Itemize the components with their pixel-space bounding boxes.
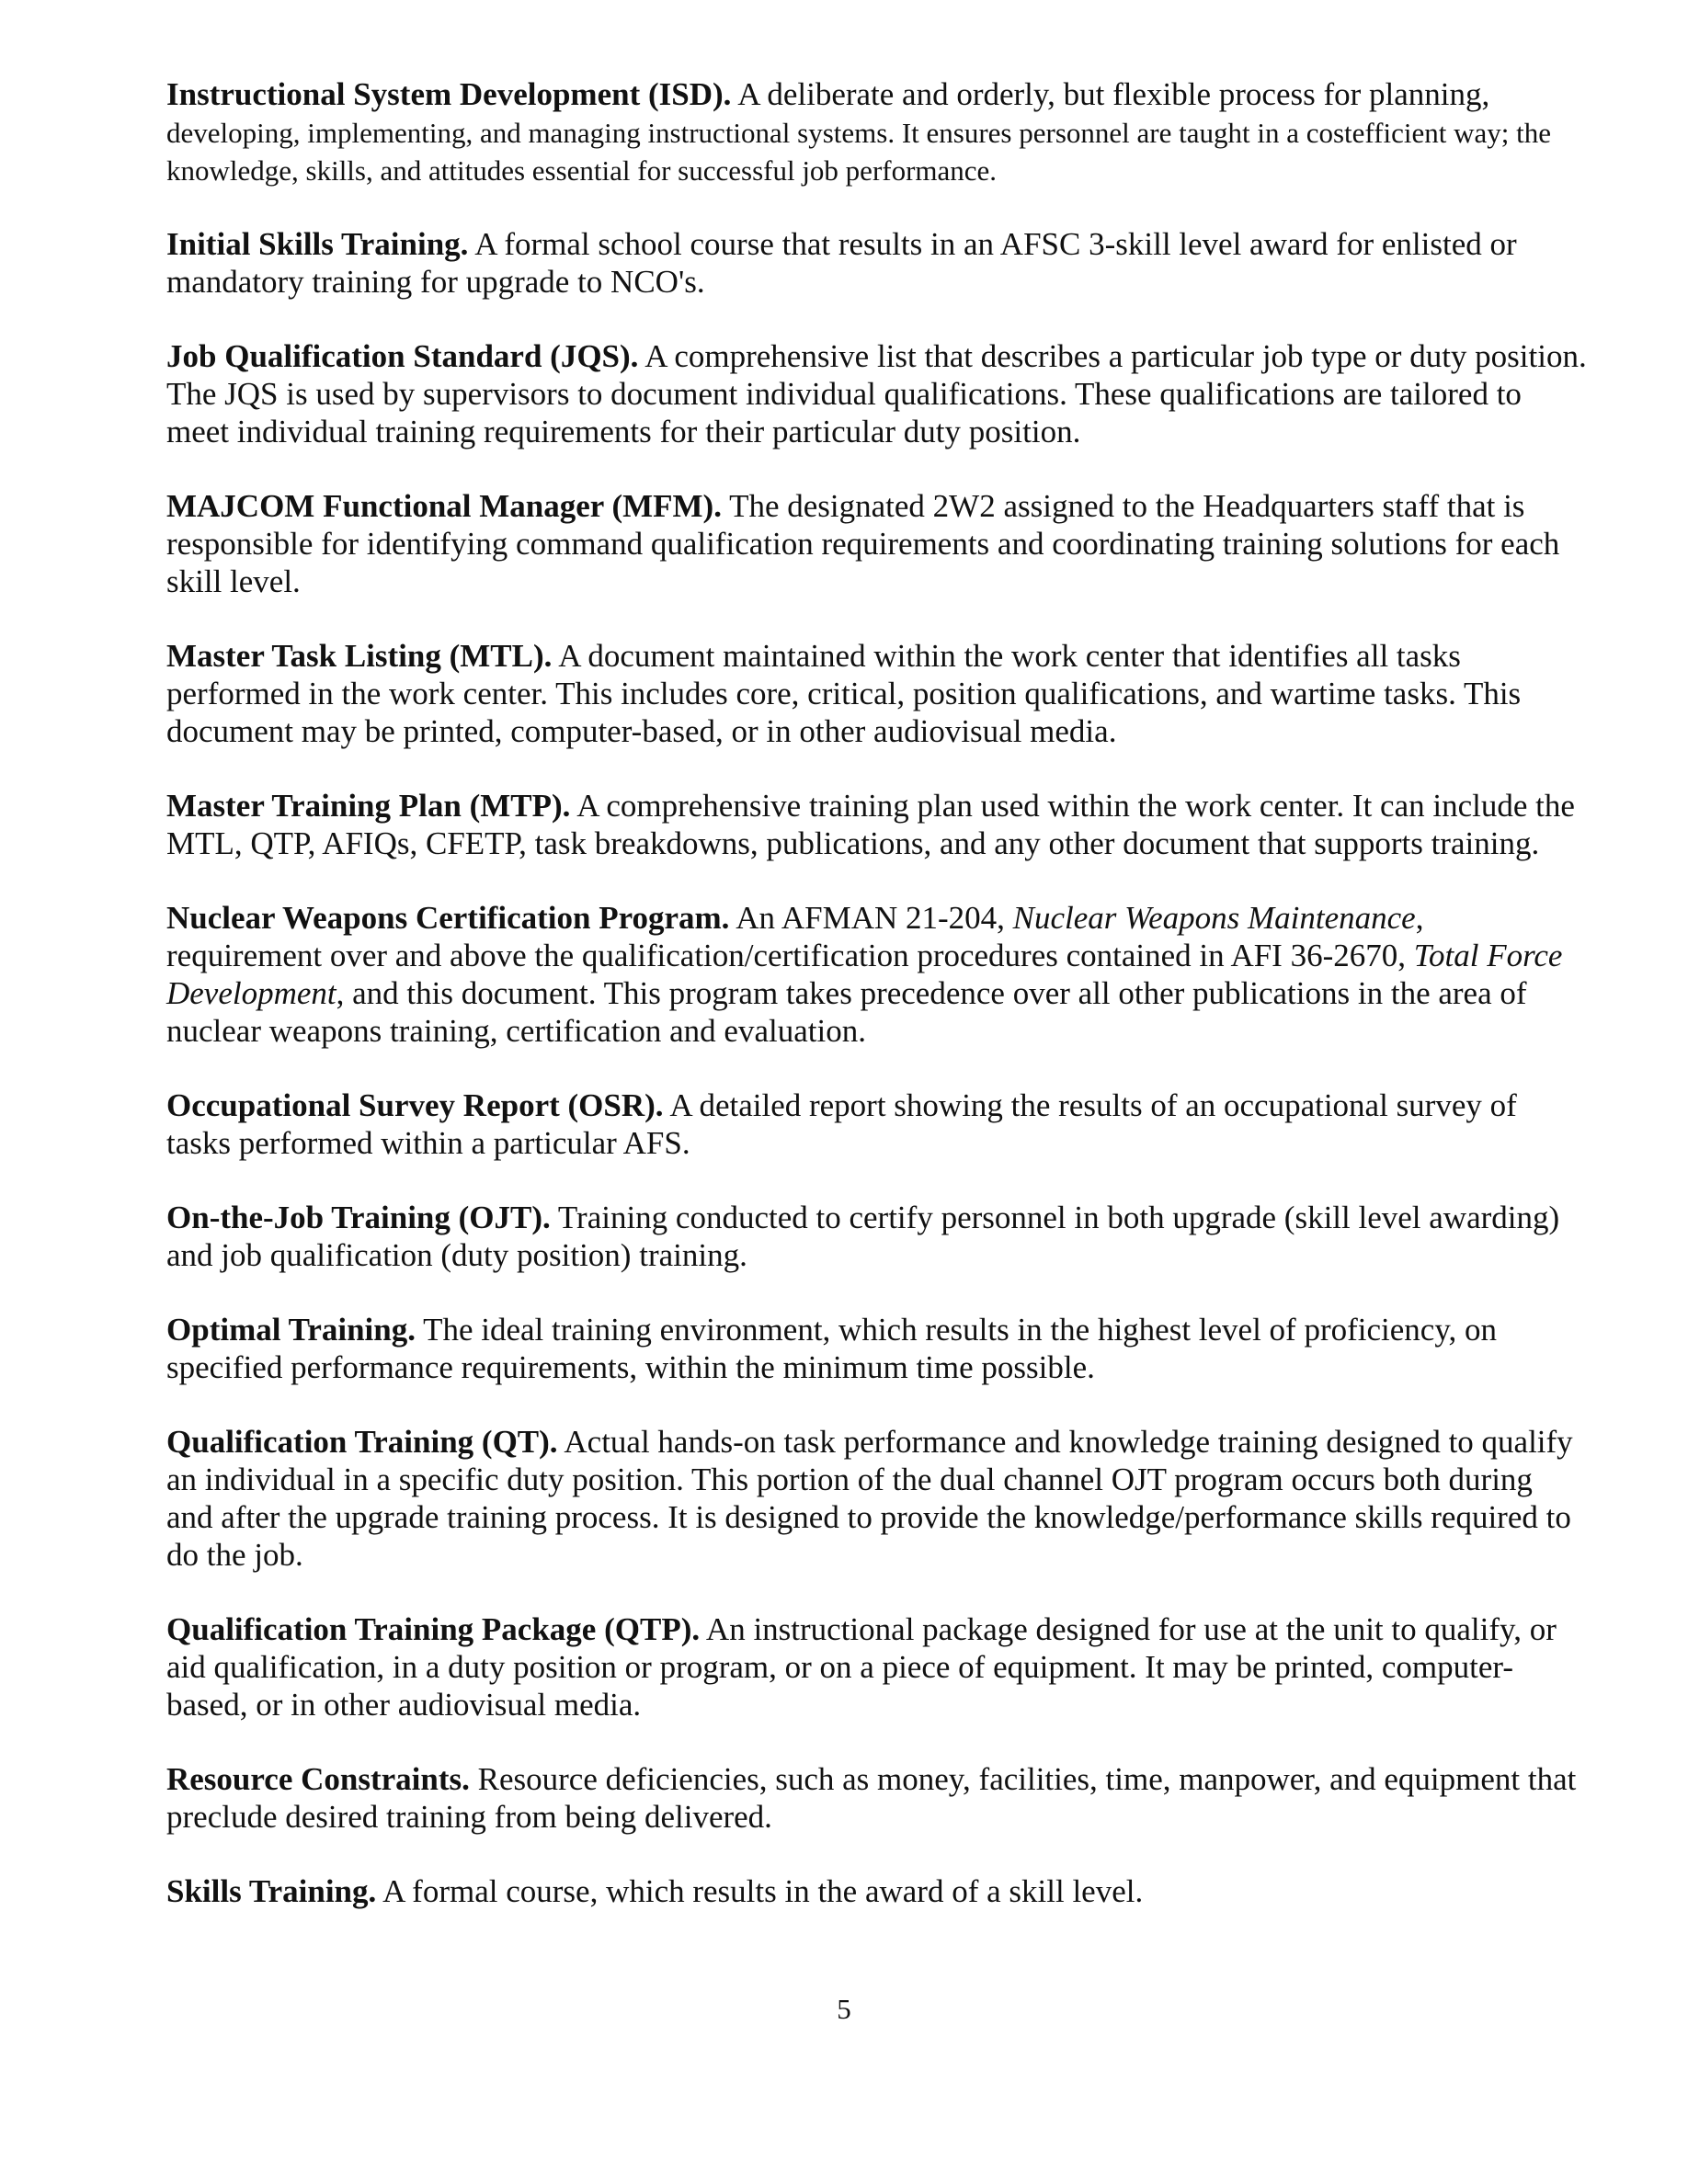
definition-qtp bbox=[166, 1610, 1587, 1723]
publication-title: Nuclear Weapons Maintenance bbox=[1012, 900, 1416, 936]
definition-text-continued: developing, implementing, and managing instructional systems. It ensures personnel are taught in a costefficient way; the knowledge, skills, and attitudes essential for successful job performance. bbox=[166, 117, 1551, 187]
definition-text: An instructional package designed for use at the unit to qualify, or aid qualification, in a duty position or program, or on a piece of equipment. It may be printed, computer-based, or in other audiovisual media. bbox=[166, 1611, 1557, 1723]
page-number: 5 bbox=[837, 1993, 851, 2025]
definition-term: Instructional System Development (ISD). bbox=[166, 76, 732, 112]
definition-term: Optimal Training. bbox=[166, 1312, 416, 1348]
definition-text: A formal school course that results in an AFSC 3-skill level award for enlisted or mandatory training for upgrade to NCO's. bbox=[166, 226, 1517, 300]
definition-term: Master Training Plan (MTP). bbox=[166, 788, 571, 824]
definition-mtp bbox=[166, 787, 1587, 862]
definition-optimal-training bbox=[166, 1311, 1587, 1386]
definition-jqs bbox=[166, 337, 1587, 450]
definition-text: Actual hands-on task performance and knowledge training designed to qualify an individual in a specific duty position. This portion of the dual channel OJT program occurs both during and after the upgrade training process. It is designed to provide the knowledge/performance skills required to do the job. bbox=[166, 1424, 1573, 1573]
definition-text: A detailed report showing the results of an occupational survey of tasks performed within a particular AFS. bbox=[166, 1087, 1517, 1161]
definition-term: Nuclear Weapons Certification Program. bbox=[166, 900, 730, 936]
definition-text: , and this document. This program takes precedence over all other publications in the area of nuclear weapons training, certification and evaluation. bbox=[166, 975, 1527, 1049]
definition-term: Qualification Training (QT). bbox=[166, 1424, 558, 1460]
definition-mfm bbox=[166, 487, 1587, 600]
definition-text: , requirement over and above the qualification/certification procedures contained in AFI 36-2670, bbox=[166, 900, 1424, 973]
document-body bbox=[166, 75, 1587, 1947]
definition-skills-training bbox=[166, 1872, 1587, 1910]
definition-qt bbox=[166, 1423, 1587, 1574]
definition-osr bbox=[166, 1086, 1587, 1162]
definition-term: Qualification Training Package (QTP). bbox=[166, 1611, 701, 1647]
definition-initial-skills-training bbox=[166, 225, 1587, 301]
definition-isd bbox=[166, 75, 1587, 188]
definition-text: An AFMAN 21-204, bbox=[729, 900, 1013, 936]
definition-text: A comprehensive list that describes a particular job type or duty position. The JQS is used by supervisors to document individual qualifications. These qualifications are tailored to meet individual training requirements for their particular duty position. bbox=[166, 338, 1587, 449]
definition-term: Initial Skills Training. bbox=[166, 226, 469, 262]
definition-term: Job Qualification Standard (JQS). bbox=[166, 338, 639, 374]
definition-text: A formal course, which results in the award of a skill level. bbox=[376, 1873, 1144, 1909]
definition-text: A document maintained within the work center that identifies all tasks performed in the work center. This includes core, critical, position qualifications, and wartime tasks. This document may be printed, computer-based, or in other audiovisual media. bbox=[166, 638, 1522, 749]
definition-ojt bbox=[166, 1199, 1587, 1274]
definition-text: The designated 2W2 assigned to the Headquarters staff that is responsible for identifying command qualification requirements and coordinating training solutions for each skill level. bbox=[166, 488, 1560, 599]
definition-term: MAJCOM Functional Manager (MFM). bbox=[166, 488, 722, 524]
definition-text: A deliberate and orderly, but flexible process for planning, bbox=[731, 76, 1490, 112]
definition-text: The ideal training environment, which results in the highest level of proficiency, on specified performance requirements, within the minimum time possible. bbox=[166, 1312, 1498, 1385]
definition-text: Training conducted to certify personnel in both upgrade (skill level awarding) and job qualification (duty position) training. bbox=[166, 1200, 1560, 1273]
definition-text: A comprehensive training plan used within the work center. It can include the MTL, QTP, AFIQs, CFETP, task breakdowns, publications, and any other document that supports training. bbox=[166, 788, 1575, 861]
definition-term: Resource Constraints. bbox=[166, 1761, 470, 1797]
definition-term: On-the-Job Training (OJT). bbox=[166, 1200, 551, 1235]
definition-term: Master Task Listing (MTL). bbox=[166, 638, 553, 674]
definition-nuclear-weapons-certification bbox=[166, 899, 1587, 1050]
publication-title: Total Force Development bbox=[166, 938, 1563, 1011]
definition-text: Resource deficiencies, such as money, facilities, time, manpower, and equipment that preclude desired training from being delivered. bbox=[166, 1761, 1577, 1835]
definition-term: Occupational Survey Report (OSR). bbox=[166, 1087, 664, 1123]
definition-resource-constraints bbox=[166, 1760, 1587, 1836]
definition-term: Skills Training. bbox=[166, 1873, 377, 1909]
definition-mtl bbox=[166, 637, 1587, 750]
